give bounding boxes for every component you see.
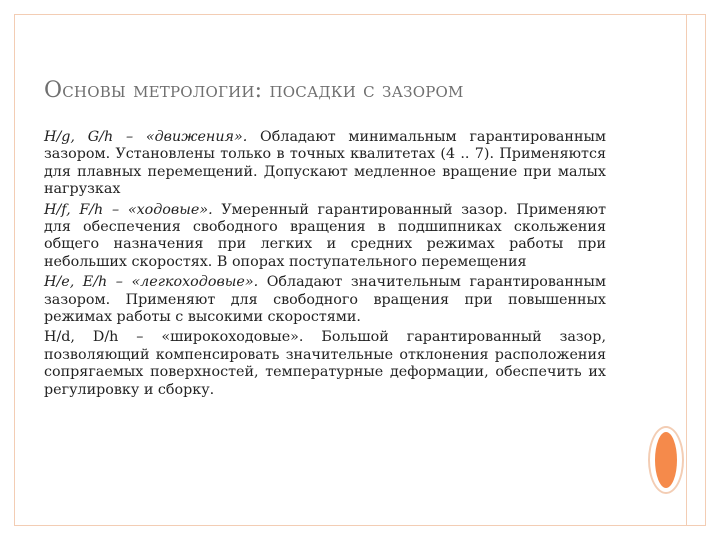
paragraph-text: Умеренный гарантированный зазор. Применяют для обеспечения свободного вращения в подшипниках скольжения общего назначения при легких и средних режимах работы при небольших скоростях. В опорах поступательного перемещения	[44, 201, 606, 270]
paragraph-fits-he	[44, 274, 606, 326]
decorative-circle-icon	[648, 426, 684, 494]
paragraph-fits-hg	[44, 129, 606, 199]
slide-content	[44, 129, 606, 402]
paragraph-lead: H/g, G/h – «движения».	[44, 129, 248, 145]
decorative-circle-fill	[655, 432, 677, 488]
paragraph-fits-hd	[44, 329, 606, 399]
paragraph-text: Обладают минимальным гарантированным зазором. Установлены только в точных квалитетах (4 .. 7). Применяются для плавных перемещений. Допускают медленное вращение при малых нагрузках	[44, 129, 606, 198]
slide-title: Основы метрологии: посадки с зазором	[44, 78, 464, 103]
paragraph-text: H/d, D/h – «широкоходовые». Большой гарантированный зазор, позволяющий компенсировать значительные отклонения расположения сопрягаемых поверхностей, температурные деформации, обеспечить их регулировку и сборку.	[44, 329, 606, 398]
paragraph-text: Обладают значительным гарантированным зазором. Применяют для свободного вращения при повышенных режимах работы с высокими скоростями.	[44, 274, 606, 326]
paragraph-lead: H/f, F/h – «ходовые».	[44, 201, 213, 218]
frame-vertical-line	[686, 14, 687, 526]
paragraph-lead: H/e, E/h – «легкоходовые».	[44, 274, 259, 291]
paragraph-fits-hf	[44, 202, 606, 272]
